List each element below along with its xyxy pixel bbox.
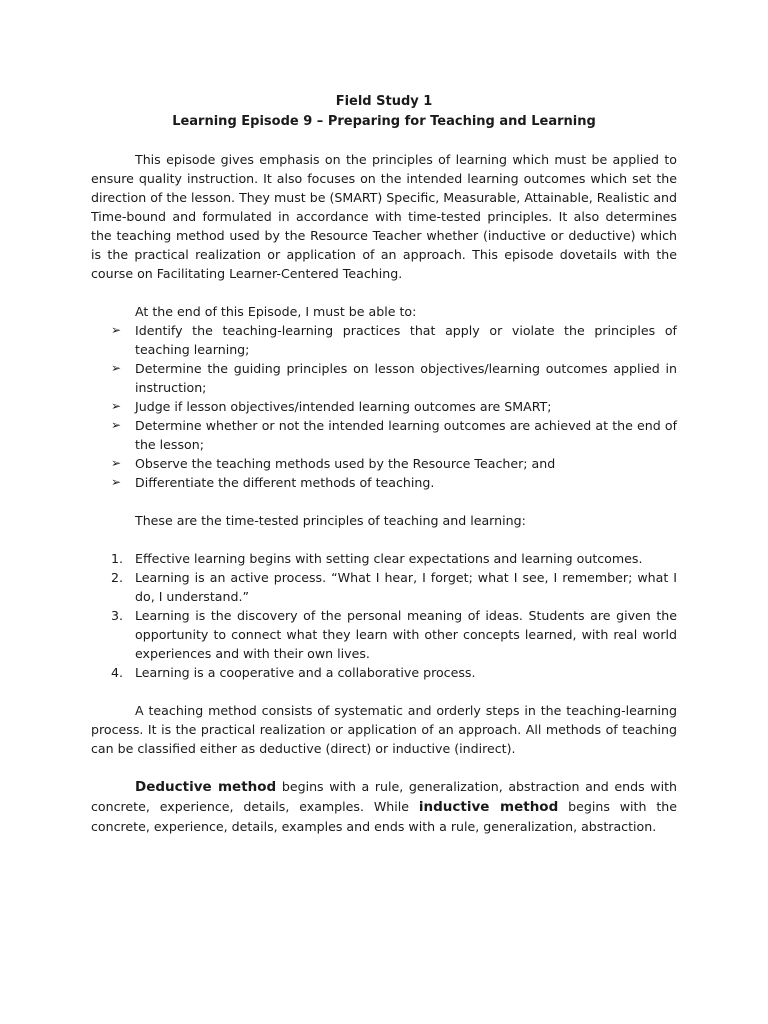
objective-item xyxy=(91,321,677,359)
arrow-bullet-icon: ➢ xyxy=(111,418,122,432)
inductive-term: inductive method xyxy=(418,799,559,815)
principle-number: 1. xyxy=(111,551,124,566)
principles-lead: These are the time-tested principles of teaching and learning: xyxy=(135,513,526,528)
arrow-bullet-icon: ➢ xyxy=(111,323,122,337)
principle-item xyxy=(91,568,677,606)
episode-title: Learning Episode 9 – Preparing for Teaching and Learning xyxy=(172,114,596,129)
principle-number: 3. xyxy=(111,608,124,623)
principle-number: 4. xyxy=(111,665,124,680)
principle-text: Learning is a cooperative and a collaborative process. xyxy=(135,665,476,680)
objective-item xyxy=(91,473,677,492)
principles-list xyxy=(91,549,677,682)
objective-text: Determine whether or not the intended learning outcomes are achieved at the end of the lesson; xyxy=(135,418,677,452)
principle-text: Effective learning begins with setting clear expectations and learning outcomes. xyxy=(135,551,643,566)
inductive-text: begins with the concrete, experience, details, examples and ends with a rule, generalization, abstraction. xyxy=(91,799,677,834)
principle-item xyxy=(91,663,677,682)
arrow-bullet-icon: ➢ xyxy=(111,475,122,489)
principle-item xyxy=(91,606,677,663)
principle-number: 2. xyxy=(111,570,124,585)
principle-text: Learning is an active process. “What I hear, I forget; what I see, I remember; what I do, I understand.” xyxy=(135,570,677,604)
objective-text: Identify the teaching-learning practices that apply or violate the principles of teaching learning; xyxy=(135,323,677,357)
objective-item xyxy=(91,416,677,454)
deductive-text: begins with a rule, generalization, abstraction and ends with concrete, experience, details, examples. While xyxy=(91,779,677,814)
objectives-list xyxy=(91,321,677,492)
arrow-bullet-icon: ➢ xyxy=(111,361,122,375)
arrow-bullet-icon: ➢ xyxy=(111,456,122,470)
document-title: Field Study 1 xyxy=(335,94,433,109)
objective-item xyxy=(91,454,677,473)
principle-text: Learning is the discovery of the personal meaning of ideas. Students are given the opportunity to connect what they learn with other concepts learned, with real world experiences and with their own lives. xyxy=(135,608,677,661)
objective-text: Differentiate the different methods of teaching. xyxy=(135,475,435,490)
document-body xyxy=(91,92,677,836)
arrow-bullet-icon: ➢ xyxy=(111,399,122,413)
objective-item xyxy=(91,359,677,397)
methods-paragraph xyxy=(91,777,677,836)
objective-text: Observe the teaching methods used by the Resource Teacher; and xyxy=(135,456,556,471)
principle-item xyxy=(91,549,677,568)
objective-text: Determine the guiding principles on lesson objectives/learning outcomes applied in instruction; xyxy=(135,361,677,395)
objective-item xyxy=(91,397,677,416)
objectives-lead: At the end of this Episode, I must be able to: xyxy=(135,304,417,319)
method-paragraph: A teaching method consists of systematic and orderly steps in the teaching-learning process. It is the practical realization or application of an approach. All methods of teaching can be classified either as deductive (direct) or inductive (indirect). xyxy=(91,703,677,756)
objective-text: Judge if lesson objectives/intended learning outcomes are SMART; xyxy=(135,399,552,414)
intro-paragraph: This episode gives emphasis on the principles of learning which must be applied to ensure quality instruction. It also focuses on the intended learning outcomes which set the direction of the lesson. They must be (SMART) Specific, Measurable, Attainable, Realistic and Time-bound and formulated in accordance with time-tested principles. It also determines the teaching method used by the Resource Teacher whether (inductive or deductive) which is the practical realization or application of an approach. This episode dovetails with the course on Facilitating Learner-Centered Teaching. xyxy=(91,152,678,281)
deductive-term: Deductive method xyxy=(135,779,277,795)
